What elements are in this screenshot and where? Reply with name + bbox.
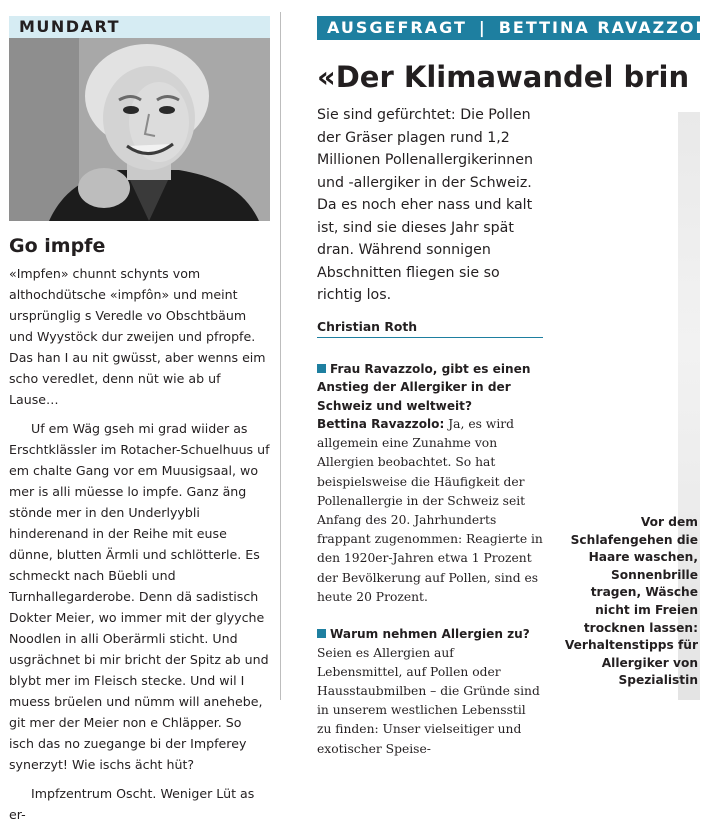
rubric-person: BETTINA RAVAZZOLO — [498, 18, 723, 37]
author-portrait-photo — [9, 38, 270, 221]
question-text: Frau Ravazzolo, gibt es einen Anstieg der Allergiker in der Schweiz und weltweit? — [317, 361, 531, 413]
article-lead — [317, 104, 543, 307]
question-marker-icon — [317, 364, 326, 373]
mundart-rubric: MUNDART — [9, 16, 270, 38]
ausgefragt-rubric — [317, 16, 723, 40]
column-title: Go impfe — [9, 235, 106, 257]
column-body — [9, 263, 270, 825]
column-paragraph: Uf em Wäg gseh mi grad wiider as Erschtklässler im Rotacher-Schuelhuus uf em chalte Gang vor em Muusigsaal, wo mer is alli müesse lo impfe. Ganz äng stönde mer in den Underlyybli hinderenand in der Reihe mit euse dünne, blutten Ärmli und schlötterle. Es schmeckt nach Büebli und Turnhallegarderobe. Denn dä sadistisch Dokter Meier, wo immer mit der glyyche Noodlen in alli Oberärmli sticht. Und usgrächnet bi mir bricht der Spitz ab und blybt mer im Fleisch stecke. Und wil I muess brüelen und nümm will anehebe, git mer der Meier non e Chläpper. So isch das no zuegange bi der Impferey synerzyt! Wie ischs ächt hüt? — [9, 421, 270, 772]
answer — [317, 644, 543, 759]
mundart-column — [9, 16, 270, 825]
portrait-illustration — [9, 38, 270, 221]
answer-text: Seien es Allergien auf Lebensmittel, auf Pollen oder Hausstaubmilben – die Gründe sind in unserem westlichen Lebensstil zu finden: Unser vielseitiger und exotischer Speise- — [317, 645, 540, 756]
answer — [317, 415, 543, 607]
question — [317, 360, 543, 416]
photo-caption: Vor dem Schlafengehen die Haare waschen, Sonnenbrille tragen, Wäsche nicht im Freien trocknen lassen: Verhaltenstipps für Allergiker von Spezialistin — [564, 515, 698, 688]
answer-text: Ja, es wird allgemein eine Zunahme von Allergien beobachtet. So hat beispielsweise die Häufigkeit der Pollenallergie in der Schweiz seit Anfang des 20. Jahrhunderts frappant zugenommen: Reagierte in den 1920er-Jahren etwa 1 Prozent der Bevölkerung auf Pollen, sind es heute 20 Prozent. — [317, 417, 543, 604]
rubric-separator: | — [478, 18, 487, 37]
interview-article — [317, 104, 543, 759]
qa-block — [317, 360, 543, 608]
question-text: Warum nehmen Allergien zu? — [330, 627, 530, 642]
author-byline: Christian Roth — [317, 319, 543, 338]
answer-speaker: Bettina Ravazzolo: — [317, 417, 445, 431]
question-marker-icon — [317, 629, 326, 638]
column-divider — [280, 12, 281, 700]
rubric-label: AUSGEFRAGT — [327, 18, 467, 37]
qa-block — [317, 625, 543, 759]
column-paragraph: Impfzentrum Oscht. Weniger Lüt as er- — [9, 786, 255, 822]
lead-text: Sie sind gefürchtet: Die Pollen der Gräser plagen rund 1,2 Millionen Pollenallergikerinnen und -allergiker in der Schweiz. Da es noch eher nass und kalt ist, sind sie dieses Jahr spät dran. Während sonnigen Abschnitten fliegen sie so richtig los. — [317, 107, 533, 303]
column-paragraph: «Impfen» chunnt schynts vom althochdütsche «impfôn» und meint ursprünglig s Veredle vo Obschtbäum und Wyystöck dur zweijen und pfropfe. Das han I au nit gwüsst, aber wenns eim scho veredlet, denn nüt wie ab uf Lause… — [9, 266, 266, 407]
interview-header — [317, 16, 723, 94]
headline: «Der Klimawandel brin — [317, 60, 690, 94]
question — [317, 625, 543, 644]
